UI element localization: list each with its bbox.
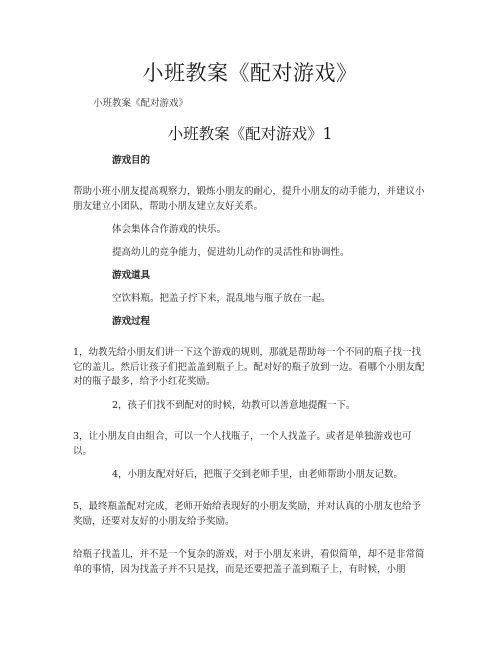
- process-heading: 游戏过程: [112, 316, 151, 327]
- process-step-3: 3，让小朋友自由组合，可以一个人找瓶子，一个人找盖子。或者是单独游戏也可以。: [73, 431, 412, 457]
- props-paragraph: 空饮料瓶。把盖子拧下来，混乱地与瓶子放在一起。: [112, 293, 331, 304]
- purpose-heading: 游戏目的: [112, 155, 151, 166]
- document-subtitle: 小班教案《配对游戏》: [93, 98, 189, 109]
- purpose-paragraph-1: 帮助小班小朋友提高观察力，锻炼小朋友的耐心，提升小朋友的动手能力，并建议小朋友建立小团队，帮助小朋友建立友好关系。: [73, 186, 425, 212]
- process-step-2: 2，孩子们找不到配对的时候，幼教可以善意地提醒一下。: [112, 400, 356, 411]
- section-title: 小班教案《配对游戏》1: [167, 125, 333, 143]
- process-step-1: 1，幼教先给小朋友们讲一下这个游戏的规则，那就是帮助每一个不同的瓶子找一找它的盖儿。然后让孩子们把盖盖到瓶子上。配对好的瓶子放到一边。看哪个小朋友配对的瓶子最多，给予小红花奖励。: [73, 347, 425, 387]
- process-step-4: 4，小朋友配对好后，把瓶子交到老师手里，由老师帮助小朋友记数。: [112, 469, 404, 480]
- closing-paragraph: 给瓶子找盖儿，并不是一个复杂的游戏，对于小朋友来讲，看似简单，却不是非常简单的事情，因为找盖子并不只是找，而是还要把盖子盖到瓶子上，有时候，小朋: [73, 549, 425, 575]
- purpose-paragraph-2: 体会集体合作游戏的快乐。: [112, 224, 227, 235]
- props-heading: 游戏道具: [112, 270, 151, 281]
- document-title: 小班教案《配对游戏》: [142, 61, 358, 85]
- purpose-paragraph-3: 提高幼儿的竞争能力，促进幼儿动作的灵活性和协调性。: [112, 247, 350, 258]
- process-step-5: 5，最终瓶盖配对完成，老师开始给表现好的小朋友奖励，并对认真的小朋友也给予奖励，还要对友好的小朋友给予奖励。: [73, 501, 422, 527]
